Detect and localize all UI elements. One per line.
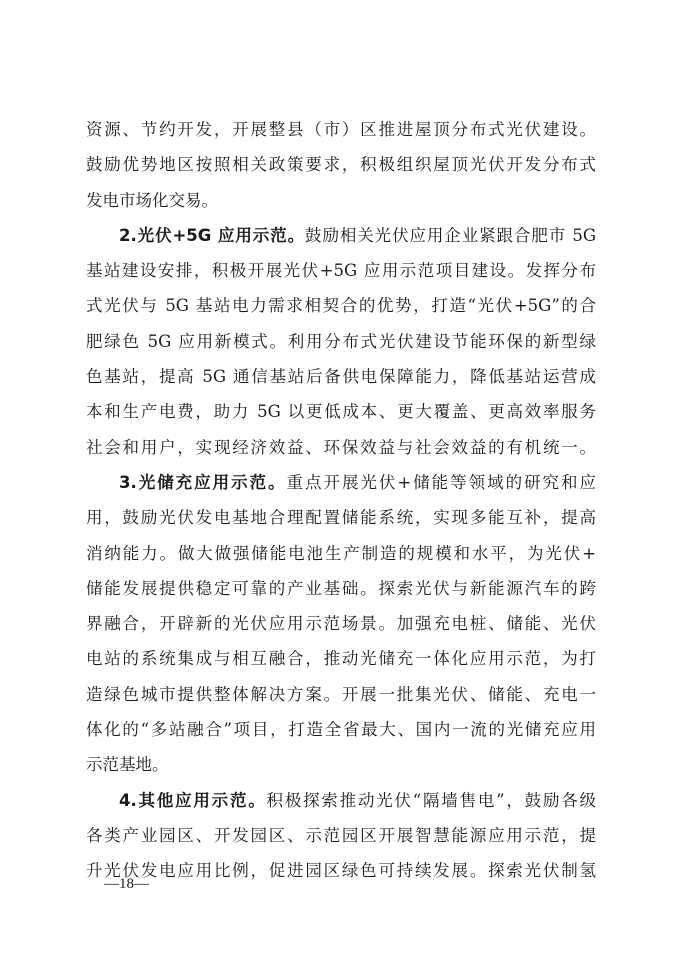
text-line: 储能发展提供稳定可靠的产业基础。探索光伏与新能源汽车的跨 [86, 578, 596, 598]
text-line: 升光伏发电应用比例，促进园区绿色可持续发展。探索光伏制氢 [86, 861, 596, 881]
text-line: 式光伏与 5G 基站电力需求相契合的优势，打造“光伏+5G”的合 [86, 296, 596, 316]
document-body [86, 112, 596, 889]
text-line: 发电市场化交易。 [86, 190, 218, 210]
section-heading: 2.光伏+5G 应用示范。 [119, 225, 306, 245]
text-line: 体化的“多站融合”项目，打造全省最大、国内一流的光储充应用 [86, 720, 596, 740]
text-line: 各类产业园区、开发园区、示范园区开展智慧能源应用示范，提 [86, 825, 596, 845]
text-line: 界融合，开辟新的光伏应用示范场景。加强充电桩、储能、光伏 [86, 614, 596, 634]
text-line: 色基站，提高 5G 通信基站后备供电保障能力，降低基站运营成 [86, 367, 596, 387]
paragraph-first-line [86, 465, 596, 500]
text-line: 基站建设安排，积极开展光伏+5G 应用示范项目建设。发挥分布 [86, 261, 596, 281]
text-line: 鼓励优势地区按照相关政策要求，积极组织屋顶光伏开发分布式 [86, 155, 596, 175]
text-run: 积极探索推动光伏“隔墙售电”，鼓励各级 [266, 790, 597, 810]
text-line: 用，鼓励光伏发电基地合理配置储能系统，实现多能互补，提高 [86, 508, 596, 528]
section-heading: 4.其他应用示范。 [119, 790, 267, 810]
text-line: 造绿色城市提供整体解决方案。开展一批集光伏、储能、充电一 [86, 684, 596, 704]
text-line: 消纳能力。做大做强储能电池生产制造的规模和水平，为光伏+ [86, 543, 596, 563]
section-heading: 3.光储充应用示范。 [119, 472, 287, 492]
text-line: 示范基地。 [86, 755, 169, 775]
text-run: 鼓励相关光伏应用企业紧跟合肥市 5G [305, 225, 596, 245]
paragraph-first-line [86, 783, 596, 818]
text-line: 电站的系统集成与相互融合，推动光储充一体化应用示范，为打 [86, 649, 596, 669]
paragraph-first-line [86, 218, 596, 253]
text-line: 肥绿色 5G 应用新模式。利用分布式光伏建设节能环保的新型绿 [86, 331, 596, 351]
text-line: 社会和用户，实现经济效益、环保效益与社会效益的有机统一。 [86, 437, 596, 457]
text-line: 本和生产电费，助力 5G 以更低成本、更大覆盖、更高效率服务 [86, 402, 596, 422]
text-line: 资源、节约开发，开展整县（市）区推进屋顶分布式光伏建设。 [86, 120, 596, 139]
text-run: 重点开展光伏+储能等领域的研究和应 [286, 472, 597, 492]
page-number: —18— [104, 876, 149, 892]
